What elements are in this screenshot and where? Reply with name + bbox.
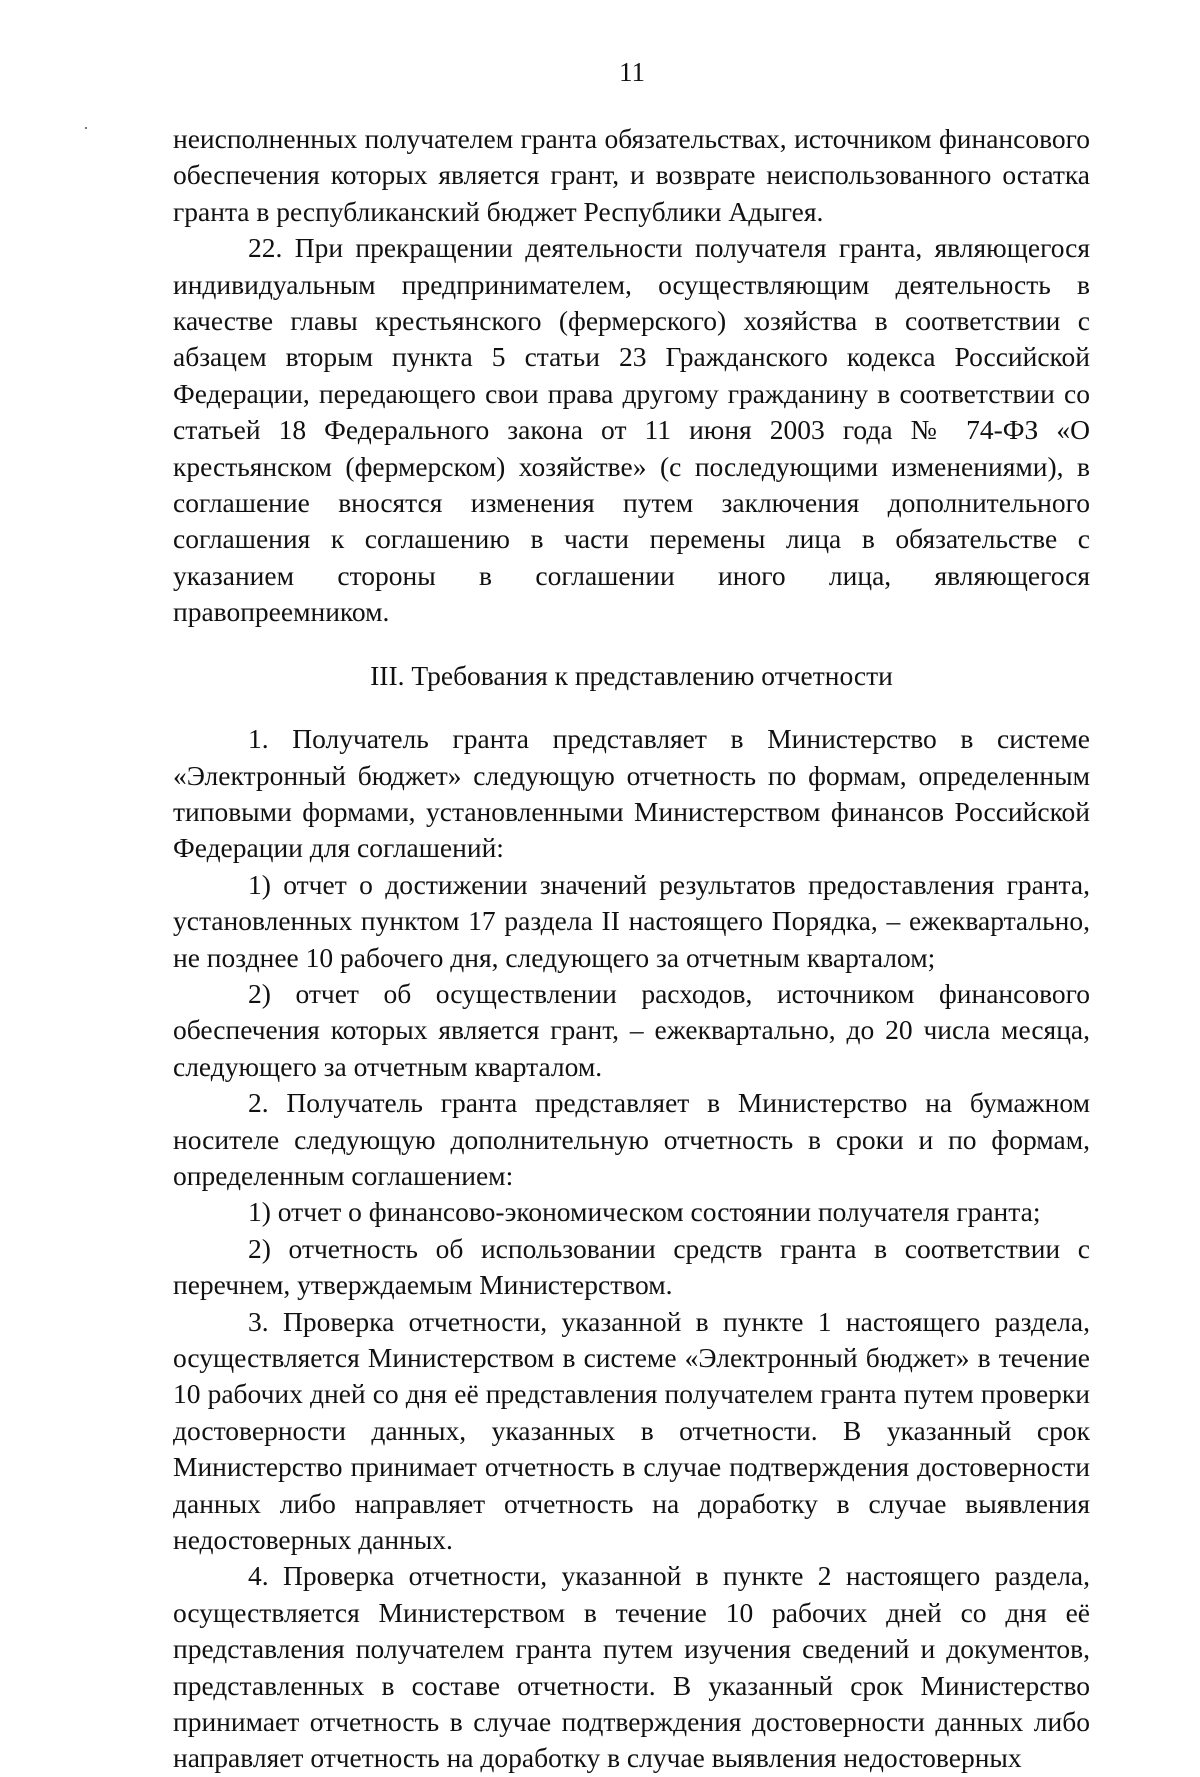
paragraph-section-1: 1. Получатель гранта представляет в Министерство в системе «Электронный бюджет» следующую отчетность по формам, определенным типовыми формами, установленными Министерством финансов Российской Федерации для соглашений: xyxy=(173,723,1090,864)
section-heading: III. Требования к представлению отчетности xyxy=(370,659,893,691)
paragraph-section-1-item-2: 2) отчет об осуществлении расходов, источником финансового обеспечения которых является грант, – ежеквартально, до 20 числа месяца, следующего за отчетным кварталом. xyxy=(173,977,1090,1082)
paragraph-section-3: 3. Проверка отчетности, указанной в пункте 1 настоящего раздела, осуществляется Министерством в системе «Электронный бюджет» в течение 10 рабочих дней со дня её представления получателем гранта путем проверки достоверности данных, указанных в отчетности. В указанный срок Министерство принимает отчетность в случае подтверждения достоверности данных либо направляет отчетность на доработку в случае выявления недостоверных данных. xyxy=(173,1305,1090,1556)
paragraph-section-2-item-2: 2) отчетность об использовании средств гранта в соответствии с перечнем, утверждаемым Министерством. xyxy=(173,1232,1090,1301)
scan-speck xyxy=(85,127,87,129)
paragraph-section-2: 2. Получатель гранта представляет в Министерство на бумажном носителе следующую дополнительную отчетность в сроки и по формам, определенным соглашением: xyxy=(173,1087,1090,1191)
document-body xyxy=(173,121,1090,1777)
paragraph-section-4: 4. Проверка отчетности, указанной в пункте 2 настоящего раздела, осуществляется Министерством в течение 10 рабочих дней со дня её представления получателем гранта путем изучения сведений и документов, представленных в составе отчетности. В указанный срок Министерство принимает отчетность в случае подтверждения достоверности данных либо направляет отчетность на доработку в случае выявления недостоверных xyxy=(173,1560,1090,1774)
paragraph-continuation: неисполненных получателем гранта обязательствах, источником финансового обеспечения которых является грант, и возврате неиспользованного остатка гранта в республиканский бюджет Республики Адыгея. xyxy=(173,123,1090,227)
paragraph-section-2-item-1: 1) отчет о финансово-экономическом состоянии получателя гранта; xyxy=(248,1196,1041,1228)
page-number: 11 xyxy=(619,57,645,87)
paragraph-22: 22. При прекращении деятельности получателя гранта, являющегося индивидуальным предпринимателем, осуществляющим деятельность в качестве главы крестьянского (фермерского) хозяйства в соответствии с абзацем вторым пункта 5 статьи 23 Гражданского кодекса Российской Федерации, передающего свои права другому гражданину в соответствии со статьей 18 Федерального закона от 11 июня 2003 года № 74-ФЗ «О крестьянском (фермерском) хозяйстве» (с последующими изменениями), в соглашение вносятся изменения путем заключения дополнительного соглашения к соглашению в части перемены лица в обязательстве с указанием стороны в соглашении иного лица, являющегося правопреемником. xyxy=(173,232,1090,628)
paragraph-section-1-item-1: 1) отчет о достижении значений результатов предоставления гранта, установленных пунктом 17 раздела II настоящего Порядка, – ежеквартально, не позднее 10 рабочего дня, следующего за отчетным кварталом; xyxy=(173,868,1090,973)
